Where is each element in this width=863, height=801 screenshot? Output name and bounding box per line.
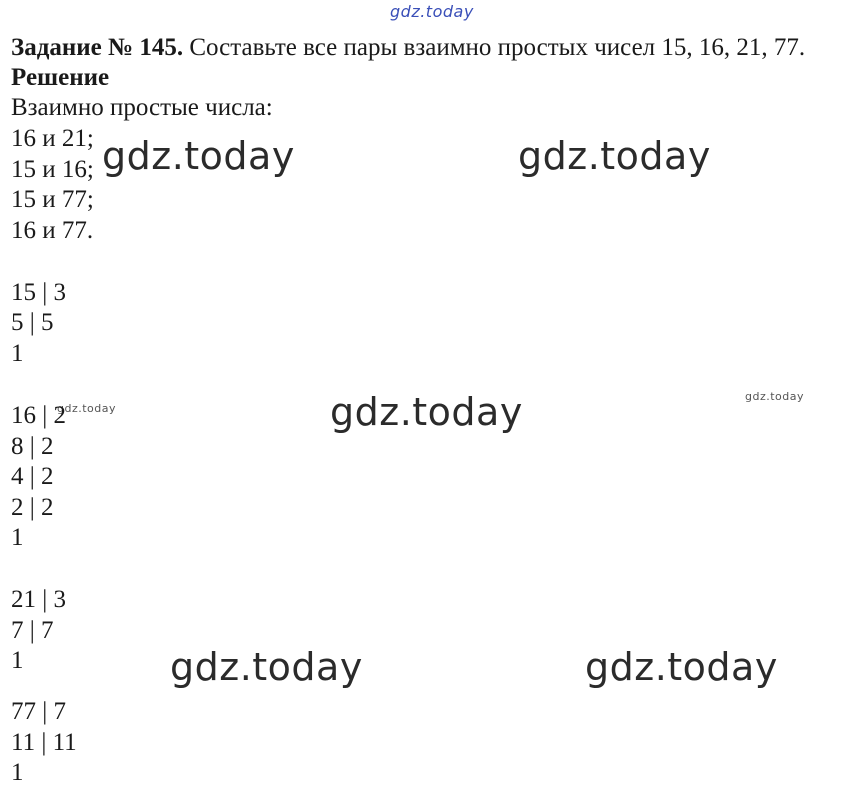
factorization-line: 4 | 2 [11,463,54,490]
factorization-line: 2 | 2 [11,494,54,521]
pair-item: 16 и 21; [11,125,94,152]
factorization-line: 77 | 7 [11,698,67,725]
factorization-line: 16 | 2 [11,402,67,429]
factorization-line: 11 | 11 [11,729,77,756]
factorization-line: 5 | 5 [11,309,54,336]
factorization-line: 8 | 2 [11,433,54,460]
factorization-line: 1 [11,524,24,551]
pair-item: 16 и 77. [11,217,94,244]
task-label: Задание № 145. [11,34,184,61]
solution-heading: Решение [11,64,110,91]
factorization-line: 15 | 3 [11,279,67,306]
factorization-line: 1 [11,759,24,786]
pair-item: 15 и 16; [11,156,94,183]
factorization-line: 7 | 7 [11,617,54,644]
task-statement [11,33,805,63]
watermark: gdz.today [518,134,711,178]
watermark-small: gdz.today [745,390,805,403]
factorization-line: 1 [11,647,24,674]
watermark-small: gdz.today [57,402,117,415]
watermark: gdz.today [585,645,778,689]
watermark: gdz.today [170,645,363,689]
watermark: gdz.today [102,134,295,178]
task-text: Составьте все пары взаимно простых чисел 15, 16, 21, 77. [183,34,806,61]
pair-item: 15 и 77; [11,186,94,213]
factorization-line: 1 [11,340,24,367]
factorization-line: 21 | 3 [11,586,67,613]
intro-text: Взаимно простые числа: [11,94,273,121]
watermark: gdz.today [330,390,523,434]
watermark-top: gdz.today [390,2,474,21]
